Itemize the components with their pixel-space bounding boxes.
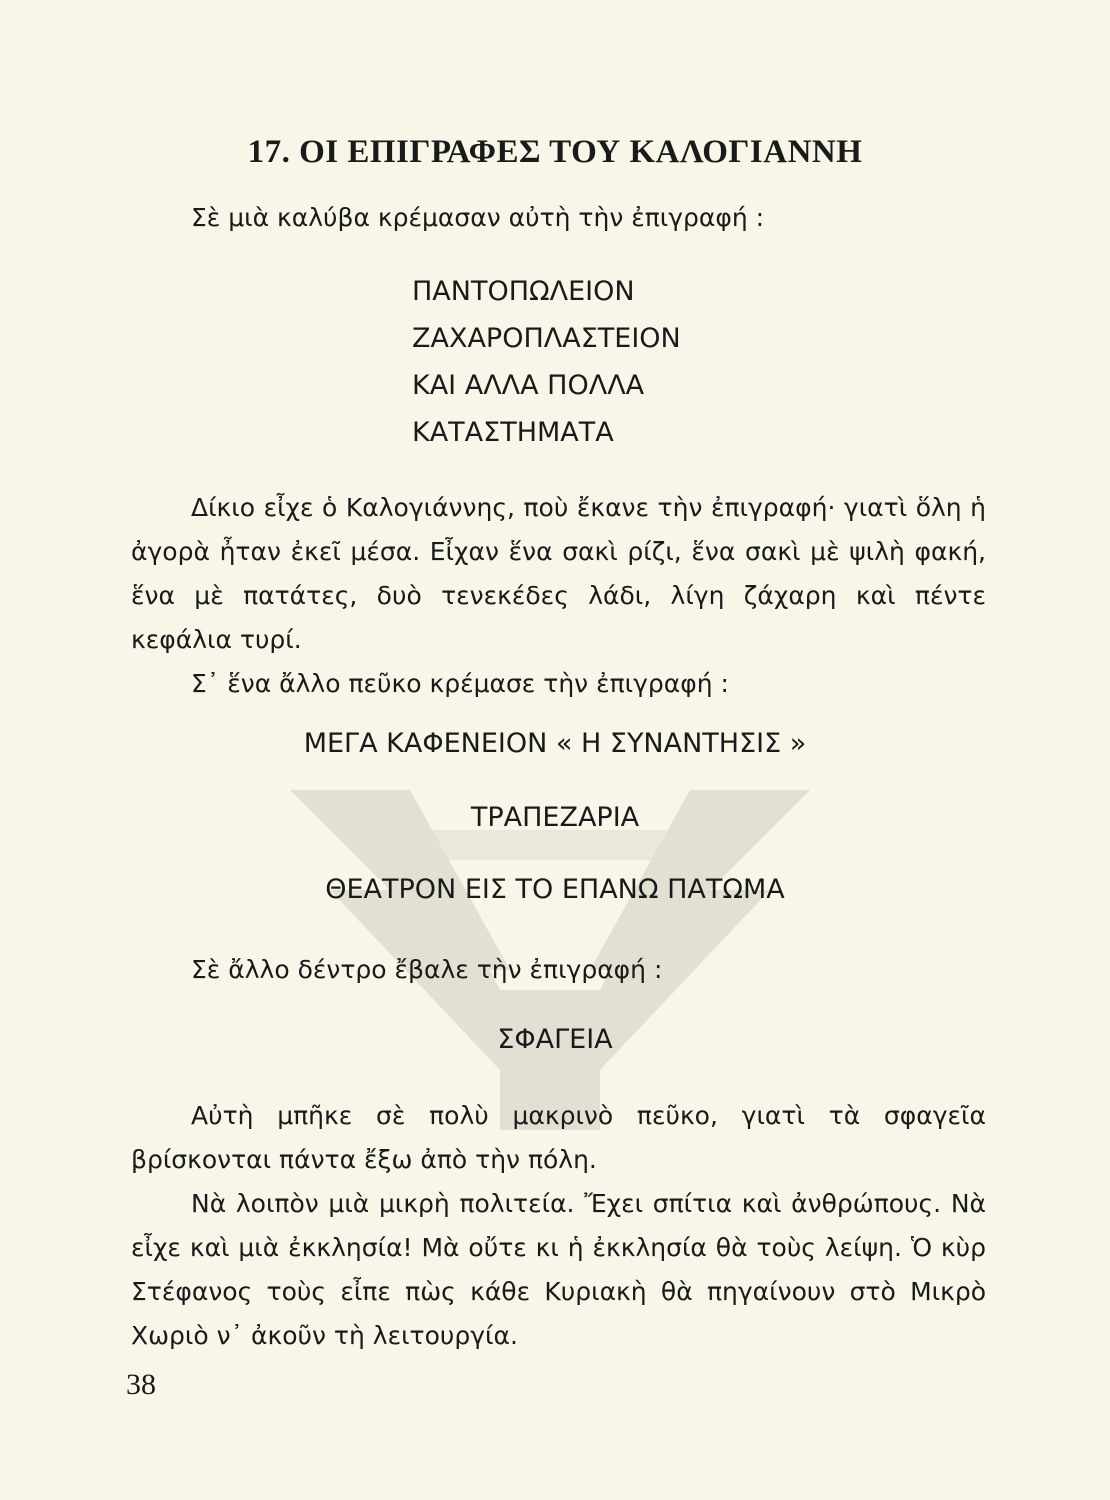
sign-restaurant: ΤΡΑΠΕΖΑΡΙΑ — [470, 802, 640, 833]
chapter-title: 17. ΟΙ ΕΠΙΓΡΑΦΕΣ ΤΟΥ ΚΑΛΟΓΙΑΝΝΗ — [247, 134, 863, 171]
sign-line: ΖΑΧΑΡΟΠΛΑΣΤΕΙΟΝ — [412, 323, 681, 354]
paragraph-pine: Αὐτὴ μπῆκε σὲ πολὺ μακρινὸ πεῦκο, γιατὶ τὰ σφαγεῖα βρίσκονται πάντα ἔξω ἀπὸ τὴν πόλη. — [131, 1101, 986, 1174]
paragraph-second-sign: Σ᾽ ἕνα ἄλλο πεῦκο κρέμασε τὴν ἐπιγραφή : — [191, 669, 729, 698]
paragraph-third-sign: Σὲ ἄλλο δέντρο ἔβαλε τὴν ἐπιγραφή : — [191, 955, 663, 984]
sign-theatre: ΘΕΑΤΡΟΝ ΕΙΣ ΤΟ ΕΠΑΝΩ ΠΑΤΩΜΑ — [325, 874, 785, 905]
sign-general-store — [412, 268, 681, 456]
sign-line: ΚΑΤΑΣΤΗΜΑΤΑ — [412, 417, 614, 448]
paragraph-town: Νὰ λοιπὸν μιὰ μικρὴ πολιτεία. Ἔχει σπίτια καὶ ἀνθρώπους. Νὰ εἶχε καὶ μιὰ ἐκκλησία! Μὰ οὔτε κι ἡ ἐκκλησία θὰ τοὺς λείψη. Ὁ κὺρ Στέφανος τοὺς εἶπε πὼς κάθε Κυριακὴ θὰ πηγαίνουν στὸ Μικρὸ Χωριὸ ν᾽ ἀκοῦν τὴ λειτουργία. — [131, 1189, 986, 1350]
sign-line: ΚΑΙ ΑΛΛΑ ΠΟΛΛΑ — [412, 370, 645, 401]
paragraph-market: Δίκιο εἶχε ὁ Καλογιάννης, ποὺ ἔκανε τὴν ἐπιγραφή· γιατὶ ὅλη ἡ ἀγορὰ ἦταν ἐκεῖ μέσα. Εἶχαν ἕνα σακὶ ρίζι, ἕνα σακὶ μὲ ψιλὴ φακή, ἕνα μὲ πατάτες, δυὸ τενεκέδες λάδι, λίγη ζάχαρη καὶ πέντε κεφάλια τυρί. — [131, 493, 986, 654]
paragraph-intro: Σὲ μιὰ καλύβα κρέμασαν αὐτὴ τὴν ἐπιγραφή : — [191, 203, 765, 232]
page-number: 38 — [126, 1368, 156, 1401]
sign-line: ΠΑΝΤΟΠΩΛΕΙΟΝ — [412, 276, 635, 307]
sign-slaughterhouse: ΣΦΑΓΕΙΑ — [497, 1024, 613, 1055]
sign-cafe: ΜΕΓΑ ΚΑΦΕΝΕΙΟΝ « Η ΣΥΝΑΝΤΗΣΙΣ » — [303, 728, 807, 759]
